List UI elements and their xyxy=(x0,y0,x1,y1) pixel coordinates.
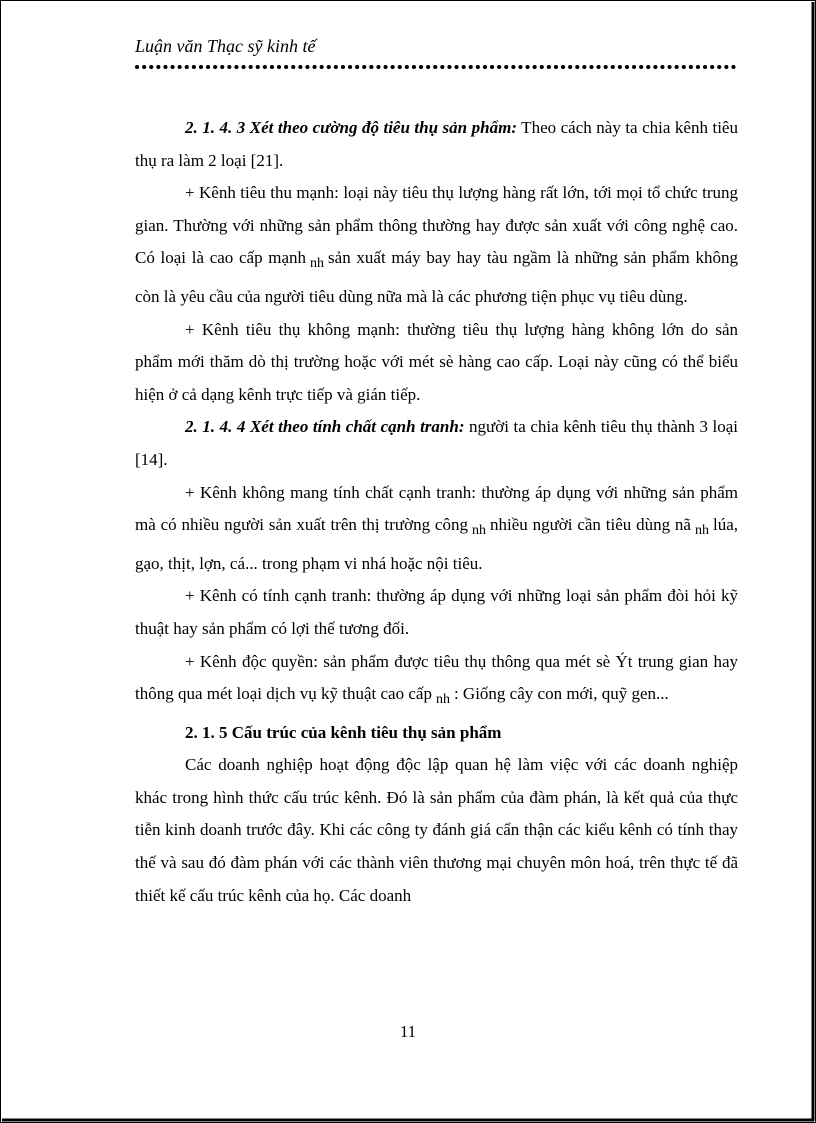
paragraph-text: + Kênh độc quyền: sản phẩm được tiêu thụ thông qua mét sè Ýt trung gian hay thông qua mét loại dịch vụ kỹ thuật cao cấp xyxy=(135,651,738,704)
paragraph-text: + Kênh không mang tính chất cạnh tranh: thường áp dụng với những sản phẩm mà có nhiều người sản xuất trên thị trường công xyxy=(135,482,738,535)
section-heading-2-1-5: 2. 1. 5 Cấu trúc của kênh tiêu thụ sản phẩm xyxy=(185,722,502,742)
stray-fragment: nh xyxy=(471,523,486,539)
page-number: 11 xyxy=(399,1022,417,1041)
section-heading: 2. 1. 4. 4 Xét theo tính chất cạnh tranh: xyxy=(185,417,465,437)
paragraph-text: + Kênh tiêu thu mạnh: loại này tiêu thụ lượng hàng rất lớn, tới mọi tổ chức trung gian. Thường với những sản phẩm thông thường hay được sản xuất với công nghệ cao. Có loại là cao cấp mạnh xyxy=(135,183,738,268)
paragraph-text: nhiều người cần tiêu dùng nã xyxy=(489,515,691,535)
paragraph-noncompetitive-channel xyxy=(135,477,738,581)
stray-fragment: nh xyxy=(694,523,709,539)
stray-fragment: nh xyxy=(310,256,325,272)
section-heading: 2. 1. 4. 3 Xét theo cường độ tiêu thụ sản phẩm: xyxy=(185,118,517,137)
running-header: Luận văn Thạc sỹ kinh tế xyxy=(135,36,316,56)
paragraph-strong-channel xyxy=(135,177,738,313)
paragraph-competitive-channel: + Kênh có tính cạnh tranh: thường áp dụng với những loại sản phẩm đòi hỏi kỹ thuật hay sản phẩm có lợi thế tương đối. xyxy=(135,586,738,638)
paragraph-text: sản xuất máy bay hay tàu ngầm là những sản phẩm không còn là yêu cầu của người tiêu dùng nữa mà là các phương tiện phục vụ tiêu dùng. xyxy=(135,248,738,306)
dotted-separator xyxy=(135,62,740,72)
paragraph-section-2-1-4-4 xyxy=(135,411,738,476)
paragraph-monopoly-channel xyxy=(135,646,738,717)
stray-fragment: nh xyxy=(435,692,450,708)
paragraph-text: Theo cách này ta chia kênh tiêu thụ ra làm 2 loại [21]. xyxy=(135,118,738,170)
paragraph-channel-structure: Các doanh nghiệp hoạt động độc lập quan hệ làm việc với các doanh nghiệp khác trong hình thức cấu trúc kênh. Đó là sản phẩm của đàm phán, là kết quả của thực tiễn kinh doanh trước đây. Khi các công ty đánh giá cẩn thận các kiểu kênh có tính thay thế và sau đó đàm phán với các thành viên thương mại chuyên môn hoá, trên thực tế đã thiết kế cấu trúc kênh của họ. Các doanh xyxy=(135,755,738,905)
paragraph-text: người ta chia kênh tiêu thụ thành 3 loại [14]. xyxy=(135,417,738,469)
paragraph-text: : Giống cây con mới, quỹ gen... xyxy=(453,684,669,704)
paragraph-weak-channel: + Kênh tiêu thụ không mạnh: thường tiêu thụ lượng hàng không lớn do sản phẩm mới thăm dò thị trường hoặc với mét sè hàng cao cấp. Loại này cũng có thể biểu hiện ở cả dạng kênh trực tiếp và gián tiếp. xyxy=(135,319,738,404)
paragraph-section-2-1-4-3 xyxy=(135,112,738,177)
document-body xyxy=(135,112,738,912)
paragraph-text: lúa, gạo, thịt, lợn, cá... trong phạm vi nhá hoặc nội tiêu. xyxy=(135,515,738,573)
